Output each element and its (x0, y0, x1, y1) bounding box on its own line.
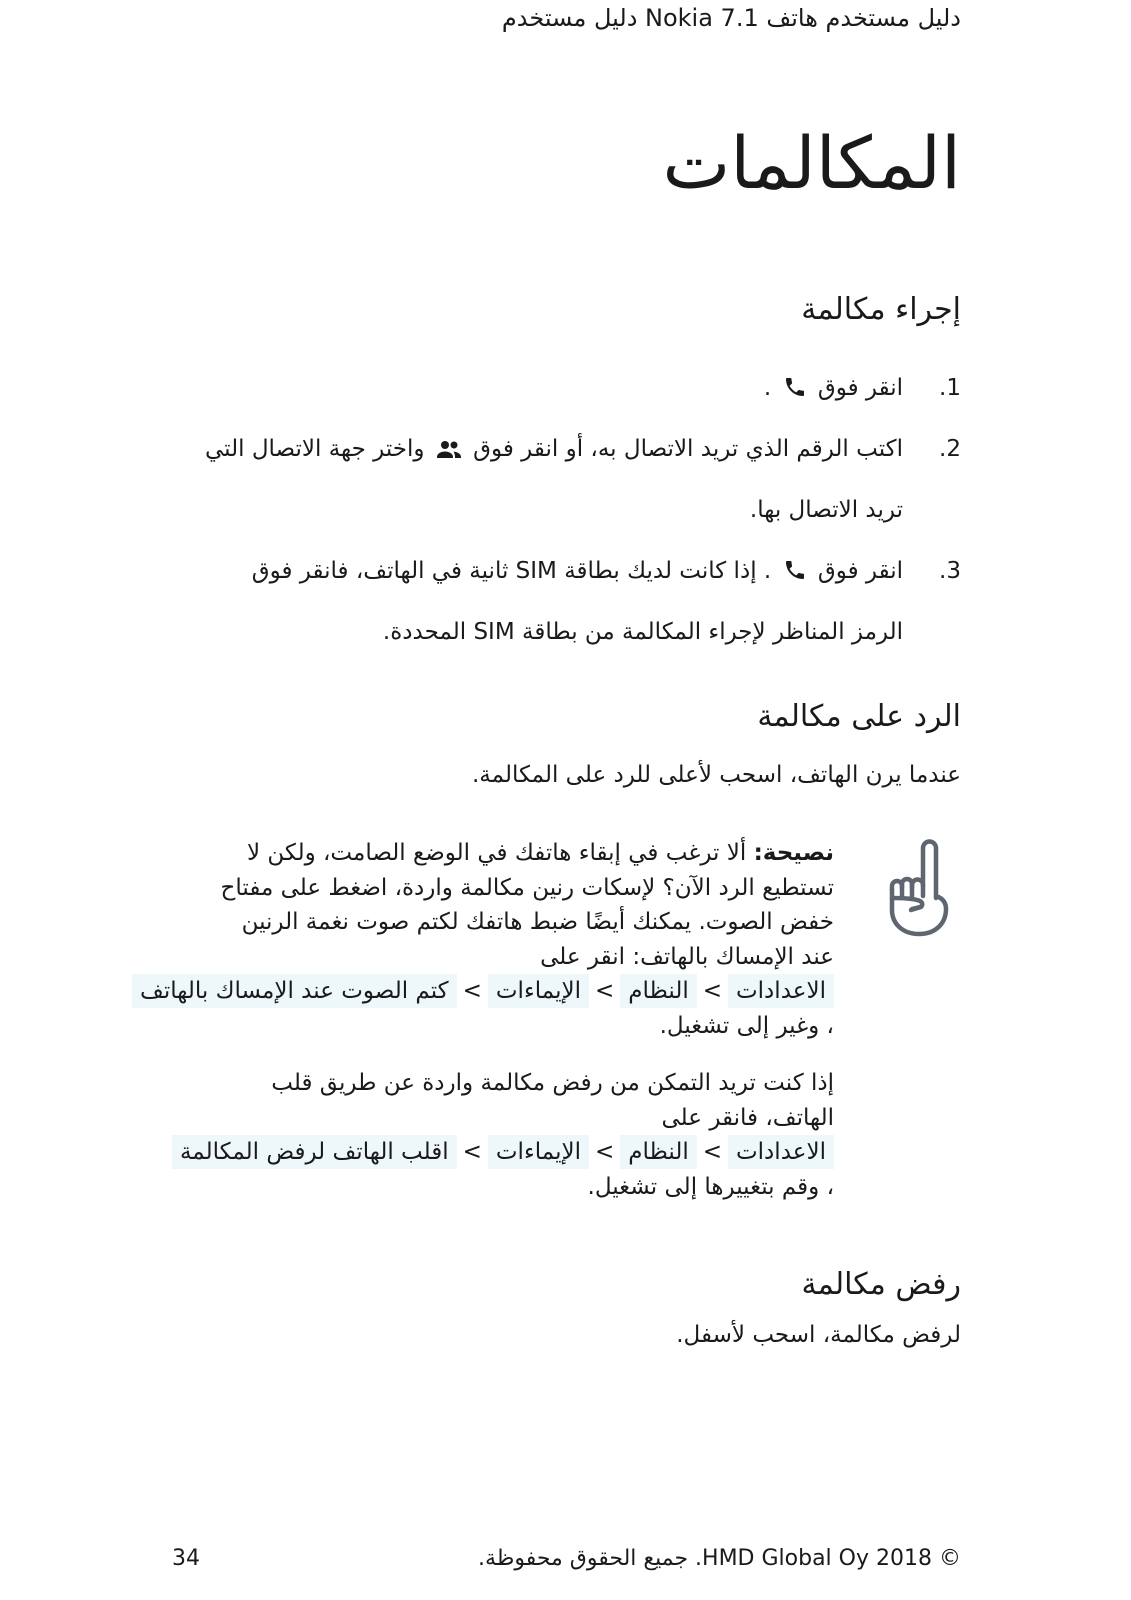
tip-paragraph-1 (140, 836, 834, 1043)
tip-text: ألا ترغب في إبقاء هاتفك في الوضع الصامت، ولكن لا تستطيع الرد الآن؟ لإسكات رنين مكالمة واردة، اضغط على مفتاح خفض الصوت. يمكنك أيضًا ضبط هاتفك لكتم صوت نغمة الرنين عند الإمساك بالهاتف: انقر على (220, 840, 834, 970)
copyright-footer: © 2018 HMD Global Oy. جميع الحقوق محفوظة. (478, 1546, 961, 1571)
path-separator: > (594, 1139, 615, 1165)
step-2 (196, 419, 961, 541)
tip-label: نصيحة: (753, 840, 834, 866)
make-call-heading: إجراء مكالمة (801, 292, 961, 327)
path-mute-on-pickup: كتم الصوت عند الإمساك بالهاتف (132, 974, 457, 1008)
path-settings: الاعدادات (728, 1135, 834, 1169)
page-number: 34 (172, 1546, 200, 1571)
step-text-end: . إذا كانت لديك بطاقة SIM ثانية في الهاتف، فانقر فوق الرمز المناظر لإجراء المكالمة من بطاقة SIM المحددة. (251, 558, 903, 645)
path-system: النظام (620, 1135, 696, 1169)
step-3 (196, 541, 961, 663)
path-separator: > (594, 978, 615, 1004)
tip-text-end: ، وقم بتغييرها إلى تشغيل. (587, 1173, 834, 1200)
step-text: اكتب الرقم الذي تريد الاتصال به، أو انقر فوق (473, 436, 903, 462)
phone-icon (783, 558, 807, 582)
pointing-hand-icon (883, 838, 953, 938)
step-text-end: . (763, 375, 772, 401)
path-separator: > (702, 978, 723, 1004)
answer-call-text: عندما يرن الهاتف، اسحب لأعلى للرد على المكالمة. (472, 762, 961, 788)
answer-call-heading: الرد على مكالمة (757, 699, 961, 734)
path-separator: > (702, 1139, 723, 1165)
make-call-steps (196, 358, 961, 663)
step-number: 2. (939, 436, 961, 462)
phone-icon (783, 375, 807, 399)
reject-call-heading: رفض مكالمة (801, 1267, 961, 1302)
path-system: النظام (620, 974, 696, 1008)
page-title: المكالمات (662, 121, 961, 205)
step-text: انقر فوق (817, 375, 903, 401)
path-gestures: الإيماءات (488, 1135, 589, 1169)
step-number: 3. (939, 558, 961, 584)
step-1 (196, 358, 961, 419)
step-number: 1. (939, 375, 961, 401)
reject-call-text: لرفض مكالمة، اسحب لأسفل. (676, 1322, 961, 1348)
tip-text: إذا كنت تريد التمكن من رفض مكالمة واردة عن طريق قلب الهاتف، فانقر على (271, 1070, 834, 1131)
path-settings: الاعدادات (728, 974, 834, 1008)
tip-paragraph-2 (179, 1066, 834, 1204)
step-text-end: واختر جهة الاتصال التي تريد الاتصال بها. (205, 436, 903, 523)
path-separator: > (462, 978, 482, 1004)
path-separator: > (462, 1139, 482, 1165)
running-header: دليل مستخدم هاتف Nokia 7.1 دليل مستخدم (501, 4, 961, 32)
tip-text-end: ، وغير إلى تشغيل. (659, 1012, 834, 1039)
contacts-icon (436, 438, 462, 460)
step-text: انقر فوق (817, 558, 903, 584)
tip-block (140, 836, 834, 1204)
path-gestures: الإيماءات (488, 974, 589, 1008)
path-flip-to-reject: اقلب الهاتف لرفض المكالمة (172, 1135, 457, 1169)
